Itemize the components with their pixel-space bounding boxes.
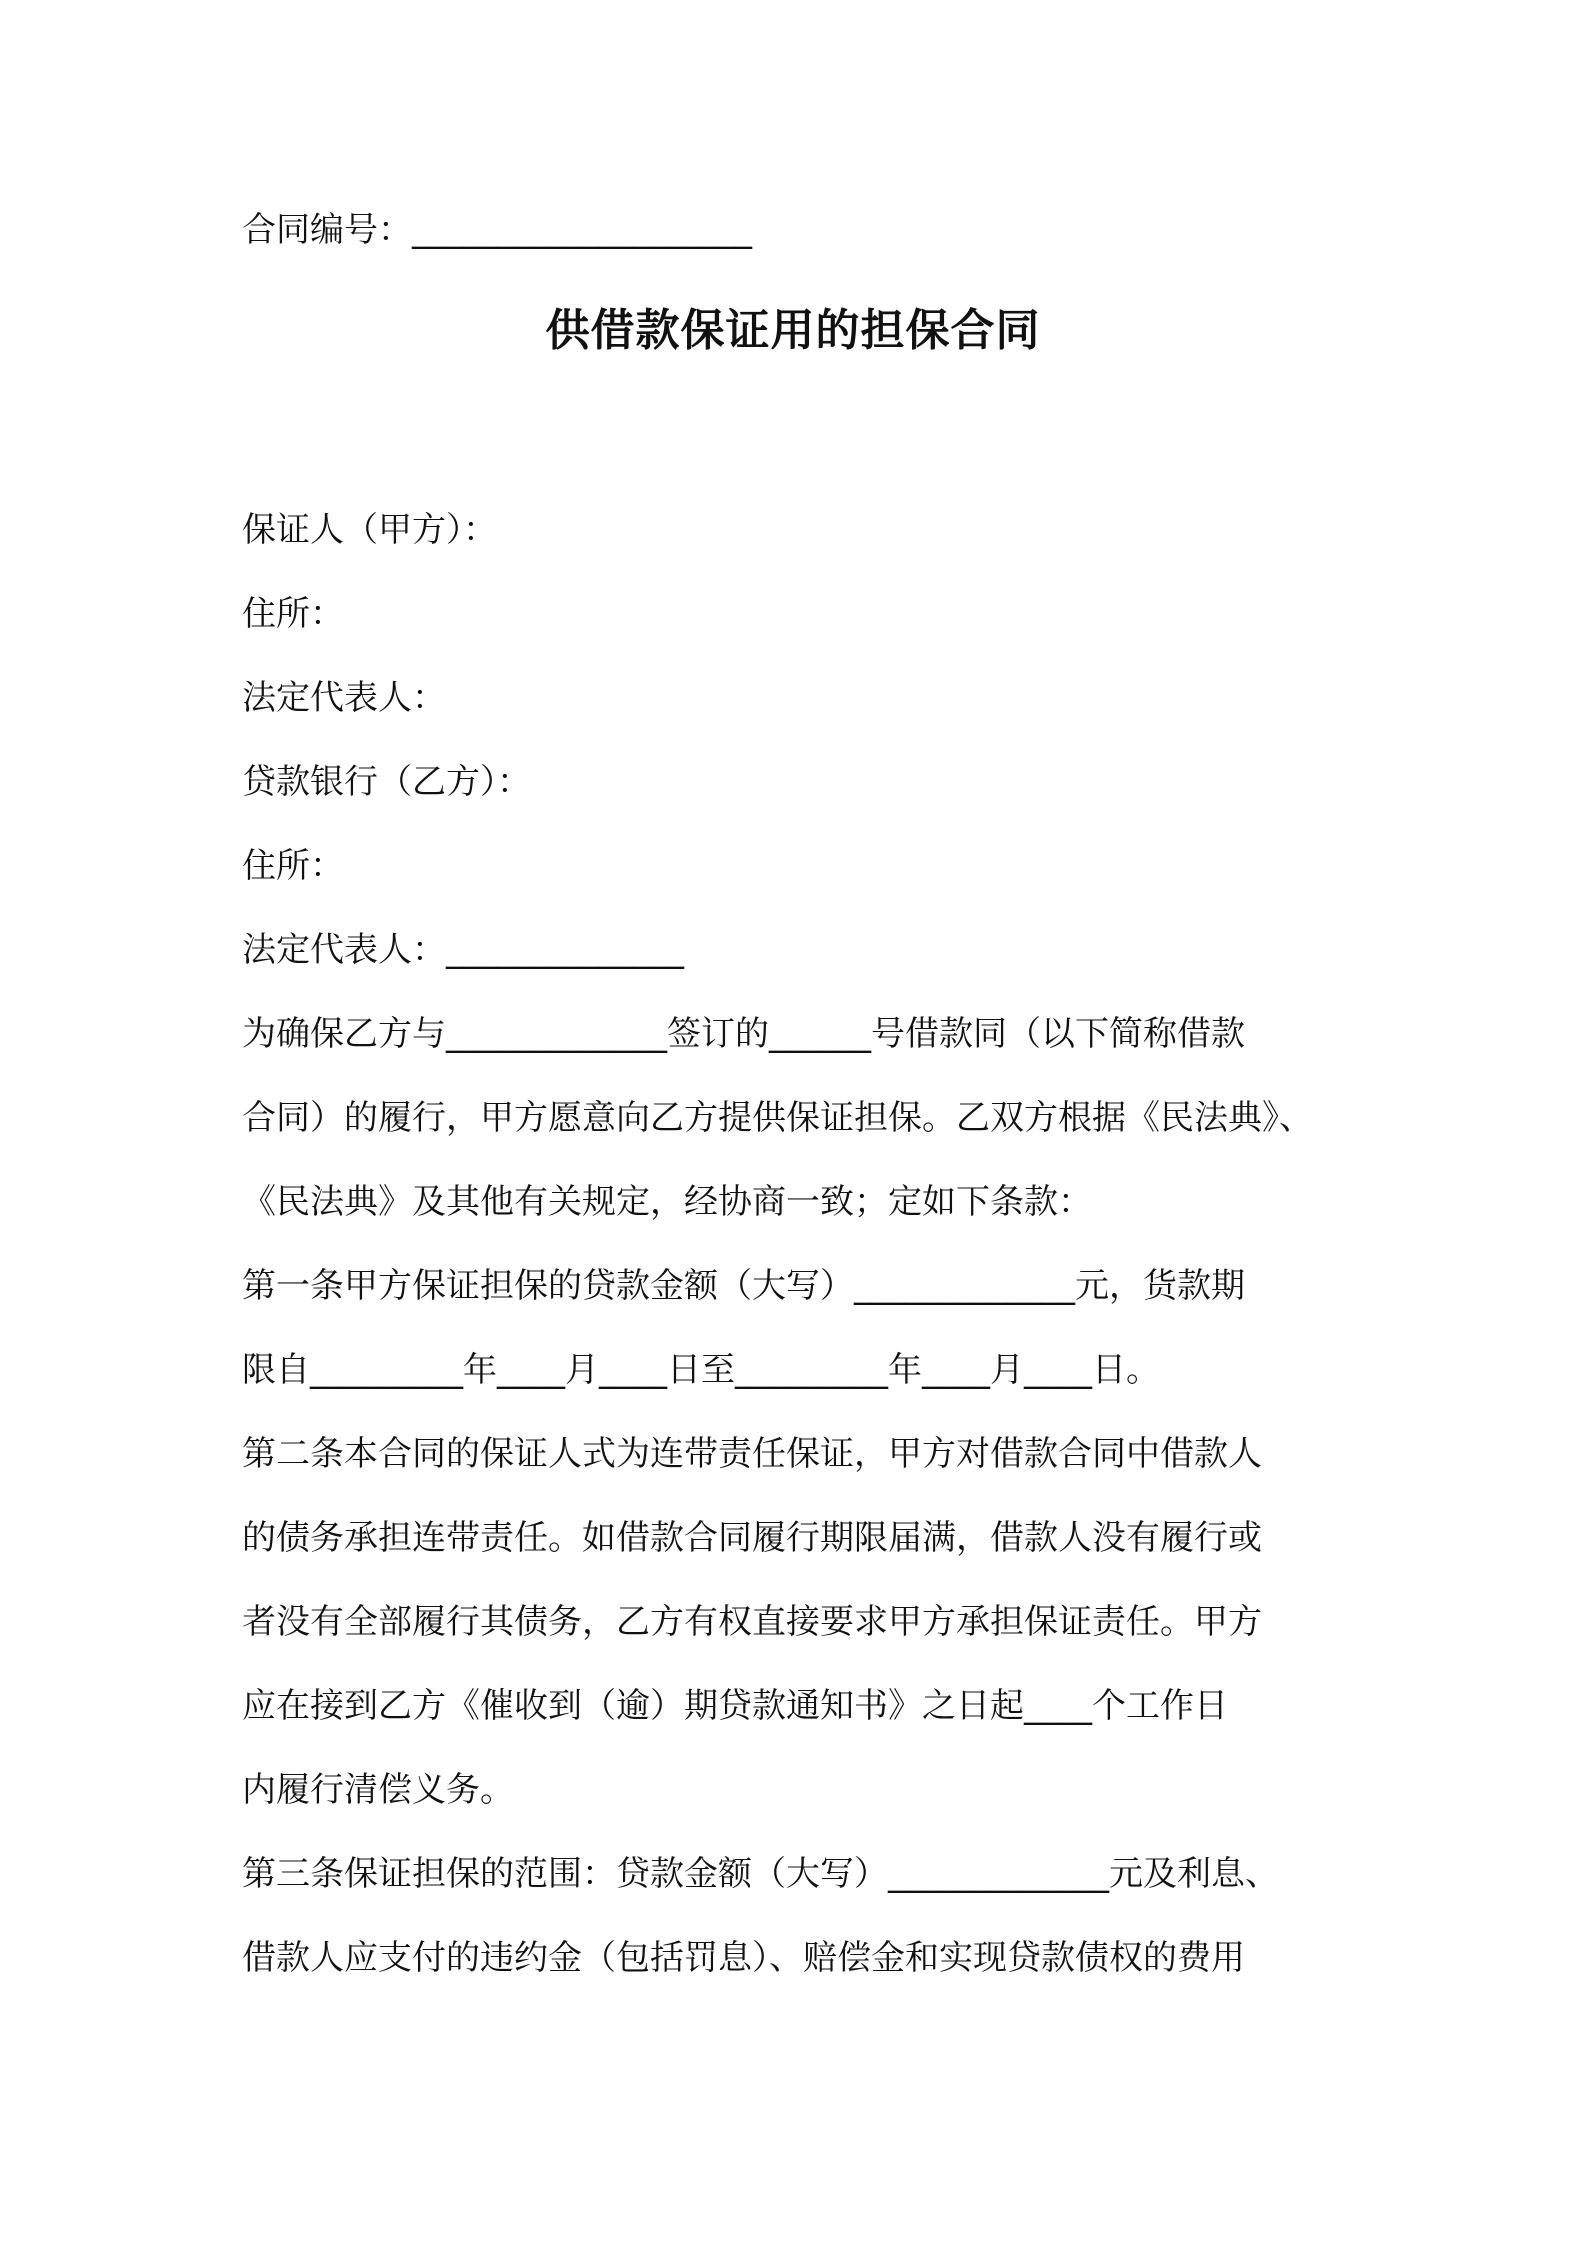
article-2-line-3: 者没有全部履行其债务，乙方有权直接要求甲方承担保证责任。甲方 — [242, 1602, 1262, 1642]
preamble-line-2: 合同）的履行，甲方愿意向乙方提供保证担保。乙双方根据《民法典》、 — [242, 1098, 1313, 1138]
guarantor-label: 保证人（甲方）： — [242, 510, 497, 550]
guarantor-legal-rep-label: 法定代表人： — [242, 678, 446, 718]
article-3-line-1: 第三条保证担保的范围：贷款金额（大写）_____________元及利息、 — [242, 1854, 1279, 1894]
article-2-line-1: 第二条本合同的保证人式为连带责任保证，甲方对借款合同中借款人 — [242, 1434, 1262, 1474]
article-1-line-1: 第一条甲方保证担保的贷款金额（大写）_____________元，货款期 — [242, 1266, 1245, 1306]
preamble-line-1: 为确保乙方与_____________签订的______号借款同（以下简称借款 — [242, 1014, 1245, 1054]
guarantor-address-label: 住所： — [242, 594, 344, 634]
contract-number: 合同编号：____________________ — [242, 210, 752, 250]
article-2-line-2: 的债务承担连带责任。如借款合同履行期限届满，借款人没有履行或 — [242, 1518, 1262, 1558]
preamble-line-3: 《民法典》及其他有关规定，经协商一致；定如下条款： — [242, 1182, 1092, 1222]
lender-bank-label: 贷款银行（乙方）： — [242, 762, 531, 802]
lender-legal-rep-label: 法定代表人：______________ — [242, 930, 684, 970]
article-3-line-2: 借款人应支付的违约金（包括罚息）、赔偿金和实现贷款债权的费用 — [242, 1938, 1245, 1978]
article-2-line-4: 应在接到乙方《催收到（逾）期贷款通知书》之日起____个工作日 — [242, 1686, 1228, 1726]
article-2-line-5: 内履行清偿义务。 — [242, 1770, 514, 1810]
contract-body — [242, 488, 1362, 2000]
document-title: 供借款保证用的担保合同 — [545, 305, 1041, 356]
article-1-line-2: 限自_________年____月____日至_________年____月____日。 — [242, 1350, 1160, 1390]
lender-address-label: 住所： — [242, 846, 344, 886]
